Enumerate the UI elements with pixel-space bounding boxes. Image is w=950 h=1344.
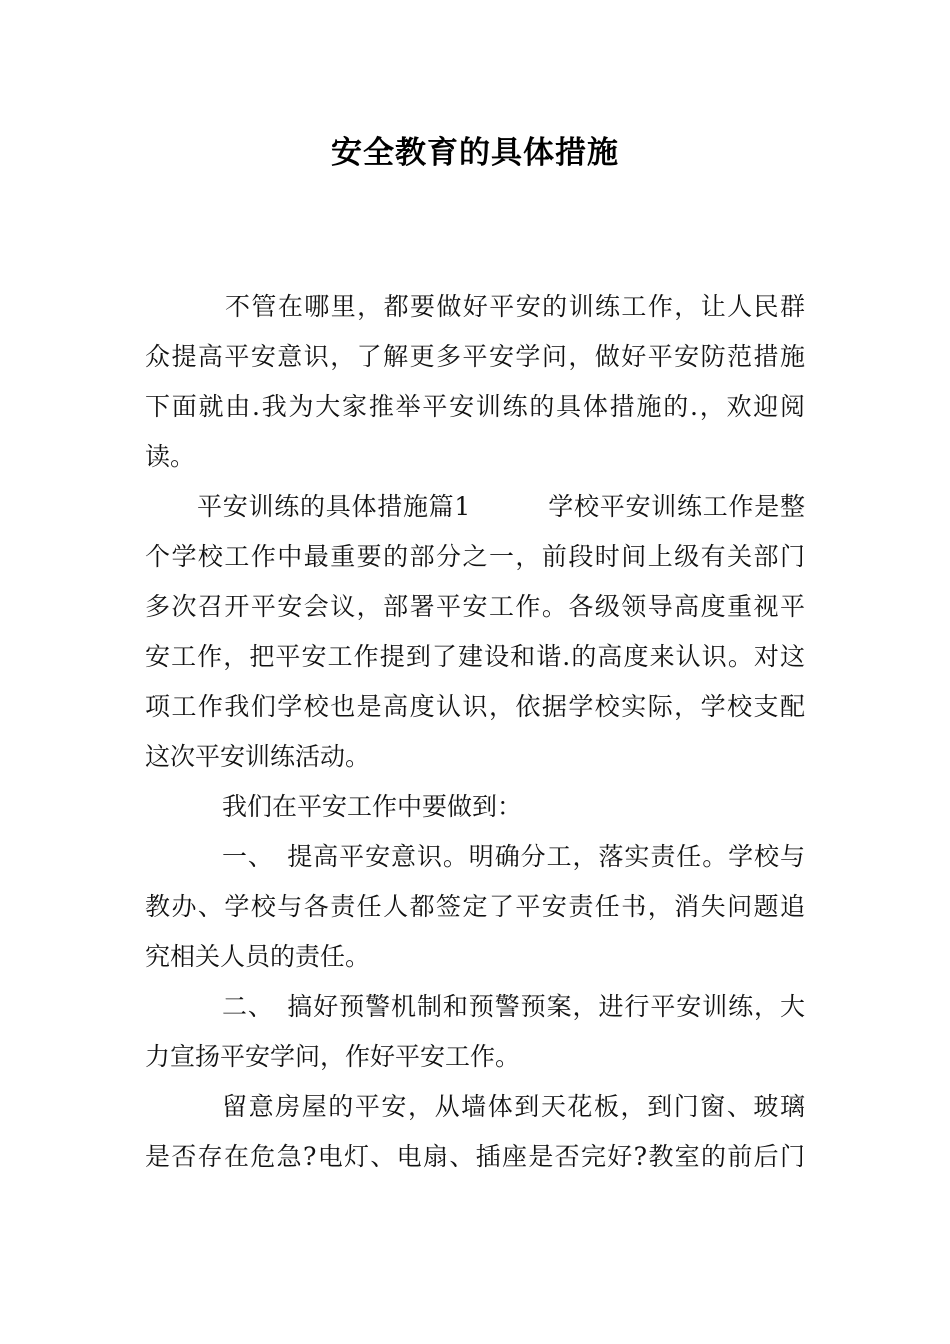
paragraph-line: 项工作我们学校也是高度认识，依据学校实际，学校支配 <box>145 692 805 721</box>
paragraph-line: 是否存在危急?电灯、电扇、插座是否完好?教室的前后门 <box>145 1142 805 1171</box>
paragraph-line: 不管在哪里，都要做好平安的训练工作，让人民群 <box>225 292 805 321</box>
paragraph-line: 下面就由.我为大家推举平安训练的具体措施的.，欢迎阅 <box>145 392 805 421</box>
document-title: 安全教育的具体措施 <box>331 135 619 171</box>
paragraph-line: 留意房屋的平安，从墙体到天花板，到门窗、玻璃 <box>222 1092 805 1121</box>
paragraph-line: 个学校工作中最重要的部分之一，前段时间上级有关部门 <box>145 542 805 571</box>
paragraph-line: 力宣扬平安学问，作好平安工作。 <box>145 1042 521 1071</box>
paragraph-line: 教办、学校与各责任人都签定了平安责任书，消失问题追 <box>145 892 805 921</box>
paragraph-line: 我们在平安工作中要做到： <box>222 792 523 821</box>
paragraph-line: 安工作，把平安工作提到了建设和谐.的高度来认识。对这 <box>145 642 805 671</box>
paragraph-line: 多次召开平安会议，部署平安工作。各级领导高度重视平 <box>145 592 805 621</box>
paragraph-line: 这次平安训练活动。 <box>145 742 371 771</box>
paragraph-line: 二、 搞好预警机制和预警预案，进行平安训练，大 <box>222 992 805 1021</box>
paragraph-line: 读。 <box>145 442 196 471</box>
paragraph-line: 究相关人员的责任。 <box>145 942 371 971</box>
paragraph-line: 平安训练的具体措施篇1 学校平安训练工作是整 <box>197 492 805 521</box>
paragraph-line: 众提高平安意识，了解更多平安学问，做好平安防范措施 <box>145 342 805 371</box>
paragraph-line: 一、 提高平安意识。明确分工，落实责任。学校与 <box>222 842 805 871</box>
